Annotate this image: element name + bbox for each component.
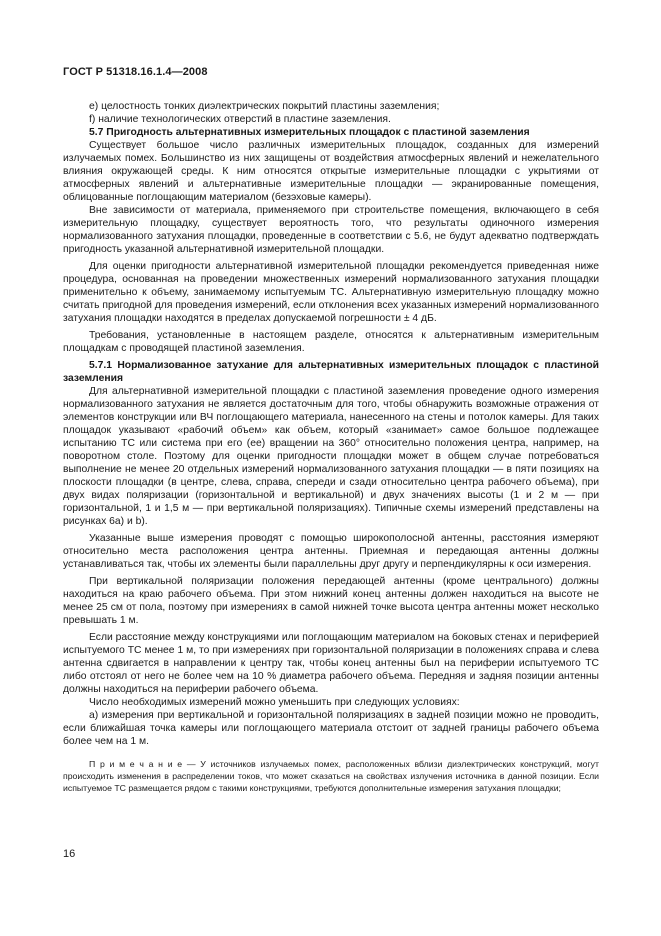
section-heading-5-7: 5.7 Пригодность альтернативных измерительных площадок с пластиной заземления (89, 127, 530, 138)
paragraph-6: Указанные выше измерения проводят с помощью широкополосной антенны, расстояния измеряют относительно места расположения центра антенны. Приемная и передающая антенны должны устанавливаться так, чтобы их элементы были параллельны друг другу и перпендикулярны к оси измерения. (63, 533, 599, 570)
note-text: — У источников излучаемых помех, расположенных вблизи диэлектрических конструкций, могут происходить изменения в распределении токов, что может сказаться на свойствах излучения источника в данной позиции. Если испытуемое ТС размещается рядом с такими конструкциями, требуются дополнительные измерения затухания площадки; (63, 759, 599, 793)
section-heading-5-7-1: 5.7.1 Нормализованное затухание для альтернативных измерительных площадок с пластиной заземления (63, 360, 599, 384)
paragraph-3: Для оценки пригодности альтернативной измерительной площадки рекомендуется приведенная ниже процедура, основанная на проведении множественных измерений нормализованного затухания площадки применительно к объему, занимаемому испытуемым ТС. Альтернативную измерительную площадку можно считать пригодной для проведения измерений, если отклонения всех указанных измерений нормализованного затухания площадки находятся в пределах допускаемой погрешности ± 4 дБ. (63, 261, 599, 324)
list-item-f: f) наличие технологических отверстий в пластине заземления. (89, 114, 391, 125)
list-item-e: е) целостность тонких диэлектрических покрытий пластины заземления; (89, 101, 440, 112)
page-number: 16 (63, 848, 76, 860)
paragraph-4: Требования, установленные в настоящем разделе, относятся к альтернативным измерительным площадкам с проводящей пластиной заземления. (63, 330, 599, 354)
list-item-a: а) измерения при вертикальной и горизонтальной поляризациях в задней позиции можно не проводить, если ближайшая точка камеры или поглощающего материала отстоит от задней границы рабочего объема более чем на 1 м. (63, 710, 599, 747)
paragraph-5: Для альтернативной измерительной площадки с пластиной заземления проведение одного измерения нормализованного затухания не является достаточным для того, чтобы обнаружить возможные отражения от элементов конструкции или ВЧ поглощающего материала, нанесенного на стены и потолок камеры. Для таких площадок указывают «рабочий объем» как объем, который «занимает» самое большое подлежащее испытанию ТС или система при его (ее) вращении на 360° относительно положения центра, например, на поворотном столе. Поэтому для оценки пригодности площадки может в общем случае потребоваться выполнение не менее 20 отдельных измерений нормализованного затухания площадки — в пяти позициях на плоскости площадки (в центре, слева, справа, спереди и сзади относительно центра рабочего объема), при двух видах поляризации (горизонтальной и вертикальной) и двух значениях высоты (1 и 2 м — при горизонтальной, 1 и 1,5 м — при вертикальной поляризациях). Типичные схемы измерений представлены на рисунках 6а) и b). (63, 386, 599, 527)
note (63, 758, 599, 794)
paragraph-7: При вертикальной поляризации положения передающей антенны (кроме центрального) должны находиться на краю рабочего объема. При этом нижний конец антенны должен находиться на высоте не менее 25 см от пола, поэтому при измерениях в самой нижней точке высота центра антенны может несколько превышать 1 м. (63, 576, 599, 626)
document-body (63, 100, 599, 794)
paragraph-8: Если расстояние между конструкциями или поглощающим материалом на боковых стенах и периферией испытуемого ТС менее 1 м, то при измерениях при горизонтальной поляризации в положениях справа и слева антенна сдвигается в направлении к центру так, чтобы конец антенны был на периферии испытуемого ТС либо отстоял от него не более чем на 10 % диаметра рабочего объема. Передняя и задняя позиции антенны должны находиться на периферии рабочего объема. (63, 632, 599, 695)
paragraph-1: Существует большое число различных измерительных площадок, созданных для измерений излучаемых помех. Большинство из них защищены от воздействия атмосферных явлений и нежелательного влияния окружающей среды. К ним относятся открытые измерительные площадки с укрытиями от атмосферных явлений и альтернативные измерительные площадки — экранированные помещения, облицованные поглощающим материалом (безэховые камеры). (63, 140, 599, 203)
standard-header: ГОСТ Р 51318.16.1.4—2008 (63, 66, 208, 78)
paragraph-2: Вне зависимости от материала, применяемого при строительстве помещения, включающего в себя измерительную площадку, существует вероятность того, что результаты одиночного измерения нормализованного затухания площадки, проведенные в соответствии с 5.6, не будут адекватно подтверждать пригодность указанной альтернативной измерительной площадки. (63, 205, 599, 255)
note-label: П р и м е ч а н и е (89, 759, 183, 769)
paragraph-9: Число необходимых измерений можно уменьшить при следующих условиях: (89, 697, 460, 708)
